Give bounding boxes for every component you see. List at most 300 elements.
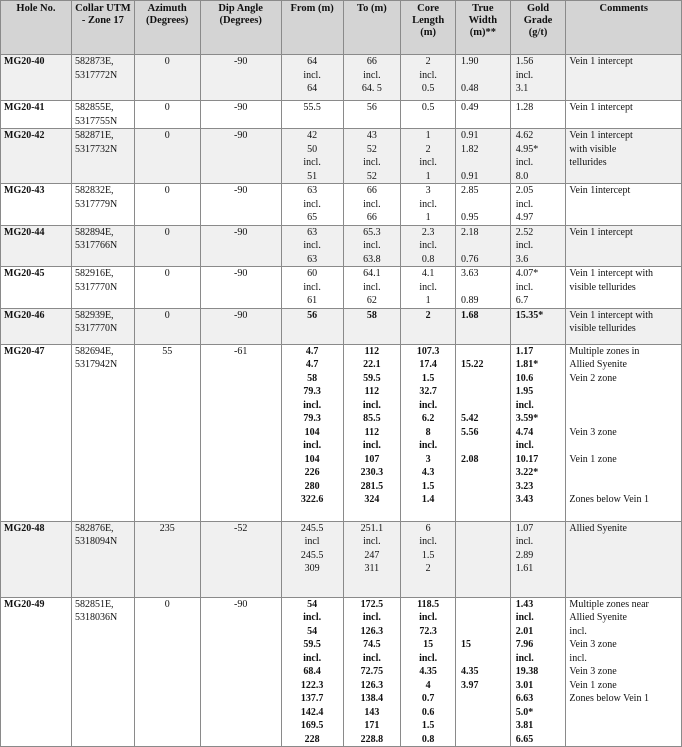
from-value: 4.7 [305,359,319,370]
azimuth-cell [134,308,200,344]
from-value: 4.7 [305,345,319,357]
core-length-value: 4.1 [421,268,435,279]
true-width-value [459,598,507,612]
gold-grade-value: incl. [515,69,534,81]
collar-utm-cell [71,55,134,101]
from-cell [281,521,343,597]
true-width-value [459,611,507,625]
from-value: 64 [307,56,318,67]
core-length-value: 3 [425,453,431,465]
from-value: incl. [303,157,321,168]
to-value: 138.4 [360,693,384,704]
gold-grade-value: 10.6 [515,372,534,384]
from-value: incl [304,536,320,547]
core-length-value: 0.7 [421,693,435,704]
dip-angle-value: -90 [233,309,248,321]
to-value: 247 [364,549,380,561]
to-value: 172.5 [360,598,384,610]
core-length-cell [401,101,456,129]
gold-grade-value: 3.23 [515,480,534,492]
true-width-value: 1.82 [460,143,479,155]
table-row [1,55,682,101]
gold-grade-value: 1.43 [515,598,534,610]
header-core-length: Core Length (m) [401,1,456,55]
core-length-value: 1.5 [421,549,435,561]
hole-no-cell [1,344,72,521]
from-value: 63 [307,226,318,238]
comments-cell [566,267,682,309]
core-length-cell [401,267,456,309]
comment-line: Vein 1intercept [569,185,631,196]
comment-line: Allied Syenite [569,359,627,370]
table-row [1,267,682,309]
gold-grade-value: incl. [515,281,534,293]
from-value: 63 [307,253,318,265]
core-length-value: 8 [425,426,431,438]
to-value: 126.3 [360,679,384,691]
true-width-value: 0.91 [460,170,479,182]
true-width-value [459,719,507,733]
true-width-value [459,562,507,576]
true-width-cell [455,521,510,597]
to-value: 324 [364,494,380,505]
from-value: 79.3 [303,413,321,424]
dip-angle-cell [200,129,281,184]
gold-grade-value: 5.0* [515,706,534,718]
utm-easting: 582832E, [74,185,114,196]
azimuth-cell [134,101,200,129]
gold-grade-value: 1.56 [515,56,534,67]
core-length-value: incl. [419,281,437,293]
utm-northing: 5317766N [74,240,118,251]
utm-northing: 5318036N [74,612,118,623]
utm-northing: 5317770N [74,323,118,334]
true-width-cell [455,308,510,344]
core-length-cell [401,521,456,597]
to-value: 230.3 [360,467,384,478]
to-cell [343,267,401,309]
core-length-value: 4 [425,679,431,691]
dip-angle-value: -90 [233,185,248,196]
gold-grade-value: 10.17 [515,453,539,465]
comment-line: Multiple zones in [569,345,640,357]
comment-line: Vein 3 zone [569,639,617,650]
comments-cell [566,184,682,226]
collar-utm-cell [71,344,134,521]
comment-line: tellurides [569,157,607,168]
core-length-value: 0.8 [421,733,435,745]
dip-angle-value: -90 [233,226,248,238]
comment-line [569,466,678,480]
true-width-value: 15.22 [460,359,484,370]
hole-no-cell [1,308,72,344]
utm-easting: 582873E, [74,56,114,67]
core-length-cell [401,308,456,344]
header-collar-utm: Collar UTM - Zone 17 [71,1,134,55]
utm-easting: 582694E, [74,345,114,357]
true-width-value: 1.90 [460,56,479,67]
core-length-value: 1 [425,212,431,223]
utm-northing: 5317755N [74,115,118,127]
gold-grade-cell [510,521,566,597]
azimuth-value: 0 [164,102,170,113]
utm-easting: 582855E, [74,102,114,113]
utm-easting: 582871E, [74,130,114,141]
hole-id: MG20-48 [4,522,45,534]
to-cell [343,55,401,101]
hole-id: MG20-42 [4,130,45,141]
table-row [1,101,682,129]
from-value: 42 [307,130,318,141]
gold-grade-value: 4.97 [515,212,534,223]
azimuth-value: 0 [164,185,170,196]
to-value: 72.75 [360,666,384,677]
comment-line [569,439,678,453]
true-width-value [459,372,507,386]
azimuth-value: 0 [164,309,170,321]
hole-id: MG20-45 [4,268,45,279]
to-value: 43 [366,130,377,141]
azimuth-value: 0 [164,130,170,141]
table-row [1,521,682,597]
gold-grade-value: 4.74 [515,426,534,438]
true-width-value [459,239,507,253]
to-cell [343,597,401,747]
core-length-cell [401,129,456,184]
gold-grade-cell [510,344,566,521]
to-value: 52 [366,143,377,155]
azimuth-cell [134,267,200,309]
header-gold-grade: Gold Grade (g/t) [510,1,566,55]
from-value: 63 [307,185,318,196]
comment-line: Vein 1 intercept [569,130,633,141]
utm-easting: 582876E, [74,522,114,534]
true-width-value: 2.18 [460,226,479,238]
table-row [1,184,682,226]
gold-grade-value: 3.01 [515,679,534,691]
true-width-value: 15 [460,639,471,650]
from-value: 60 [307,268,318,279]
comment-line: Vein 1 zone [569,679,617,691]
core-length-value: 1.5 [421,720,435,731]
dip-angle-value: -90 [233,268,248,279]
comment-line [569,412,678,426]
gold-grade-value: incl. [515,440,534,451]
true-width-value: 5.56 [460,426,479,438]
from-value: 226 [304,467,320,478]
azimuth-value: 0 [164,598,170,610]
dip-angle-cell [200,184,281,226]
core-length-value: incl. [419,536,437,547]
core-length-cell [401,344,456,521]
core-length-value: incl. [419,399,438,411]
from-value: 309 [304,563,320,574]
true-width-value [459,652,507,666]
comment-line: Zones below Vein 1 [569,494,649,505]
hole-no-cell [1,184,72,226]
comment-line: incl. [569,652,587,664]
table-body [1,55,682,747]
core-length-value: 2 [425,143,431,155]
utm-easting: 582894E, [74,226,114,238]
to-value: 143 [364,706,380,718]
azimuth-cell [134,55,200,101]
hole-id: MG20-44 [4,226,45,238]
true-width-value [459,281,507,295]
utm-easting: 582916E, [74,268,114,279]
from-cell [281,344,343,521]
true-width-value: 1.68 [460,309,479,321]
core-length-value: 6 [425,522,431,534]
from-value: 55.5 [303,102,321,113]
from-value: 68.4 [303,666,321,677]
core-length-value: 4.35 [419,666,437,677]
to-value: 171 [364,720,380,731]
utm-northing: 5317772N [74,69,118,81]
true-width-value: 0.91 [460,130,479,141]
true-width-value: 4.35 [460,666,479,677]
collar-utm-cell [71,225,134,267]
gold-grade-cell [510,101,566,129]
hole-id: MG20-46 [4,309,45,321]
comment-line: Multiple zones near [569,598,649,610]
from-value: 104 [304,453,320,465]
from-cell [281,597,343,747]
from-value: 59.5 [303,639,321,650]
collar-utm-cell [71,597,134,747]
comment-line: Vein 1 intercept with [569,268,654,279]
from-value: 61 [307,295,318,306]
true-width-cell [455,597,510,747]
azimuth-cell [134,184,200,226]
to-value: 85.5 [363,413,381,424]
header-from: From (m) [281,1,343,55]
true-width-cell [455,344,510,521]
gold-grade-value: 4.95* [515,143,539,155]
comment-line: Vein 3 zone [569,426,617,438]
true-width-value: 3.97 [460,679,479,691]
gold-grade-value: 3.59* [515,413,539,424]
header-hole-no: Hole No. [1,1,72,55]
gold-grade-value: 1.28 [515,102,534,113]
core-length-value: 6.2 [421,413,435,424]
to-value: 228.8 [360,733,384,745]
comment-line: Vein 1 zone [569,453,617,465]
dip-angle-cell [200,521,281,597]
core-length-value: 0.8 [421,253,435,265]
gold-grade-value: incl. [515,399,534,411]
from-value: 56 [307,309,318,321]
gold-grade-value: 3.43 [515,494,534,505]
gold-grade-value: incl. [515,157,534,168]
from-value: incl. [303,399,322,411]
to-value: 74.5 [363,639,381,650]
from-value: 280 [304,480,320,492]
from-value: 245.5 [300,549,324,561]
azimuth-value: 0 [164,268,170,279]
to-value: 52 [366,170,377,182]
to-value: 281.5 [360,480,384,492]
to-value: 64. 5 [361,83,382,94]
true-width-value [459,385,507,399]
core-length-cell [401,597,456,747]
gold-grade-value: 3.81 [515,720,534,731]
azimuth-value: 55 [162,345,173,357]
to-value: incl. [363,69,381,81]
true-width-value [459,480,507,494]
gold-grade-value: 6.63 [515,693,534,704]
to-cell [343,225,401,267]
to-value: incl. [363,240,381,251]
hole-no-cell [1,267,72,309]
header-to: To (m) [343,1,401,55]
comments-cell [566,344,682,521]
to-cell [343,184,401,226]
gold-grade-value: 7.96 [515,639,534,650]
dip-angle-value: -90 [233,130,248,141]
core-length-value: 72.3 [419,625,437,637]
dip-angle-cell [200,344,281,521]
gold-grade-value: 2.89 [515,549,534,561]
comments-cell [566,55,682,101]
to-value: 107 [364,453,380,465]
gold-grade-value: 1.95 [515,386,534,397]
true-width-value [459,345,507,359]
true-width-value [459,493,507,507]
comment-line: visible tellurides [569,323,636,334]
comments-cell [566,521,682,597]
comments-cell [566,597,682,747]
true-width-value: 0.76 [460,253,479,265]
to-value: 311 [364,563,380,574]
gold-grade-value: incl. [515,536,534,547]
core-length-value: 1 [425,295,431,306]
from-value: 64 [307,83,318,94]
gold-grade-value: incl. [515,240,534,251]
to-value: 59.5 [363,372,381,384]
from-value: incl. [303,612,322,623]
comment-line: Vein 1 intercept [569,102,633,113]
true-width-value [459,439,507,453]
core-length-value: 1 [425,130,431,141]
comment-line: Allied Syenite [569,612,627,623]
true-width-value [459,156,507,170]
utm-northing: 5317779N [74,198,118,210]
to-value: incl. [362,612,381,623]
to-value: 63.8 [363,253,381,265]
gold-grade-value: 8.0 [515,170,529,182]
gold-grade-value: 6.65 [515,733,534,745]
azimuth-value: 235 [159,522,175,534]
from-value: 50 [307,143,318,155]
dip-angle-cell [200,225,281,267]
utm-northing: 5317770N [74,281,118,293]
to-value: 112 [364,426,380,438]
dip-angle-value: -90 [233,56,248,67]
comment-line: Vein 2 zone [569,372,617,384]
to-value: 62 [366,295,377,306]
gold-grade-cell [510,55,566,101]
to-value: 126.3 [360,625,384,637]
collar-utm-cell [71,129,134,184]
azimuth-cell [134,225,200,267]
comment-line: Vein 1 intercept with [569,309,654,321]
gold-grade-value: 4.07* [515,268,539,279]
core-length-value: 17.4 [419,359,437,370]
gold-grade-value: 2.05 [515,185,534,196]
core-length-value: 1 [425,170,431,182]
to-cell [343,308,401,344]
true-width-value: 0.89 [460,295,479,306]
to-value: 112 [364,345,380,357]
to-value: incl. [363,198,381,210]
true-width-cell [455,55,510,101]
from-value: 169.5 [300,720,324,731]
core-length-value: 0.5 [421,83,435,94]
comments-cell [566,101,682,129]
core-length-value: 2 [425,563,431,574]
from-value: incl. [303,281,321,293]
core-length-value: 15 [423,639,434,650]
from-value: 54 [307,625,318,637]
header-comments: Comments [566,1,682,55]
dip-angle-cell [200,267,281,309]
core-length-value: 0.5 [421,102,435,113]
to-value: 65.3 [363,226,381,238]
dip-angle-value: -52 [233,522,248,534]
azimuth-cell [134,129,200,184]
comments-cell [566,225,682,267]
comment-line: with visible [569,143,617,155]
true-width-value: 0.48 [460,83,479,94]
gold-grade-value: 1.61 [515,563,534,574]
true-width-cell [455,129,510,184]
from-value: 104 [304,426,320,438]
dip-angle-cell [200,308,281,344]
gold-grade-value: 15.35* [515,309,544,321]
hole-no-cell [1,521,72,597]
core-length-value: incl. [419,652,438,664]
comment-line: incl. [569,625,587,637]
from-value: incl. [303,652,322,664]
comment-line [569,480,678,494]
to-value: 56 [366,102,377,113]
comments-cell [566,308,682,344]
from-value: 58 [307,372,318,384]
true-width-value [459,733,507,747]
gold-grade-value: 6.7 [515,295,529,306]
comment-line: visible tellurides [569,281,636,293]
from-cell [281,129,343,184]
from-cell [281,267,343,309]
core-length-value: 107.3 [416,345,440,357]
to-value: incl. [363,281,381,293]
core-length-cell [401,55,456,101]
true-width-value: 3.63 [460,268,479,279]
gold-grade-value: 3.6 [515,253,529,265]
gold-grade-value: 19.38 [515,666,539,677]
hole-id: MG20-49 [4,598,45,610]
to-value: incl. [363,157,381,168]
collar-utm-cell [71,267,134,309]
from-value: 322.6 [300,494,324,505]
header-azimuth: Azimuth (Degrees) [134,1,200,55]
utm-northing: 5317732N [74,143,118,155]
from-value: 122.3 [300,679,324,691]
gold-grade-value: 1.81* [515,359,539,370]
from-value: 142.4 [300,706,324,718]
true-width-value [459,535,507,549]
